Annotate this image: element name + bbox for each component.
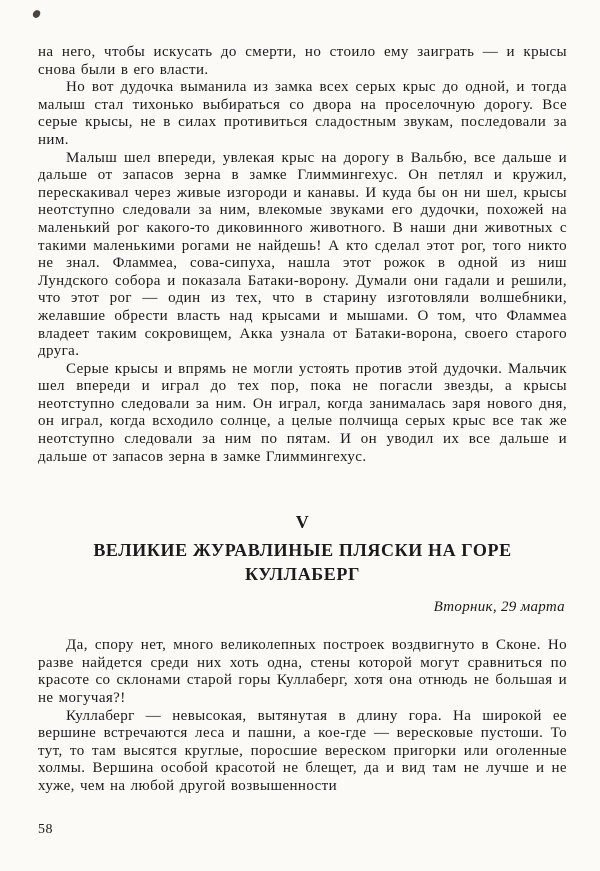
paragraph: Куллаберг — невысокая, вытянутая в длину гора. На широкой ее вершине встречаются леса и пашни, а кое-где — вересковые пустоши. То тут, то там высятся круглые, поросшие вереском пригорки или оголенные холмы. Вершина особой красотой не блещет, да и вид там не лучше и не хуже, чем на любой другой возвышенности (38, 707, 567, 794)
paragraph: Но вот дудочка выманила из замка всех серых крыс до одной, и тогда малыш стал тихонько выбираться со двора на проселочную дорогу. Все серые крысы, не в силах противиться сладостным звукам, последовали за ним. (38, 79, 567, 148)
chapter-number: V (295, 512, 310, 533)
paragraph: Серые крысы и впрямь не могли устоять против этой дудочки. Мальчик шел впереди и играл до тех пор, пока не погасли звезды, а крысы неотступно следовали за ним. Он играл, когда занималась заря нового дня, он играл, когда всходило солнце, а целые полчища серых крыс все так же неотступно следовали за ним по пятам. И он уводил их все дальше и дальше от запасов зерна в замке Глиммингехус. (38, 360, 567, 465)
scan-artifact (32, 9, 41, 19)
chapter-date: Вторник, 29 марта (433, 599, 565, 616)
page-body-text (38, 44, 567, 466)
section-body-text (38, 637, 567, 795)
page-number: 58 (38, 822, 53, 837)
paragraph-continuation: на него, чтобы искусать до смерти, но стоило ему заиграть — и крысы снова были в его власти. (38, 44, 567, 78)
chapter-heading (38, 512, 567, 586)
paragraph: Да, спору нет, много великолепных построек воздвигнуто в Сконе. Но разве найдется среди них хоть одна, стены которой могут сравниться по красоте со склонами старой горы Куллаберг, хотя она отнюдь не большая и не могучая?! (38, 637, 567, 707)
chapter-title: ВЕЛИКИЕ ЖУРАВЛИНЫЕ ПЛЯСКИ НА ГОРЕ КУЛЛАБЕРГ (93, 540, 512, 585)
paragraph: Малыш шел впереди, увлекая крыс на дорогу в Вальбю, все дальше и дальше от запасов зерна в замке Глиммингехус. Он петлял и кружил, перескакивал через живые изгороди и канавы. И куда бы он ни шел, крысы неотступно следовали за ним, влекомые звуками его дудочки, похожей на маленький рог какого-то диковинного животного. В наши дни животных с такими маленькими рогами не найдешь! А кто сделал этот рог, того никто не знал. Фламмеа, сова-сипуха, нашла этот рожок в одной из ниш Лундского собора и показала Батаки-ворону. Думали они гадали и решили, что этот рог — один из тех, что в старину изготовляли волшебники, желавшие обрести власть над крысами и мышами. О том, что Фламмеа владеет таким сокровищем, Акка узнала от Батаки-ворона, своего старого друга. (38, 149, 567, 360)
